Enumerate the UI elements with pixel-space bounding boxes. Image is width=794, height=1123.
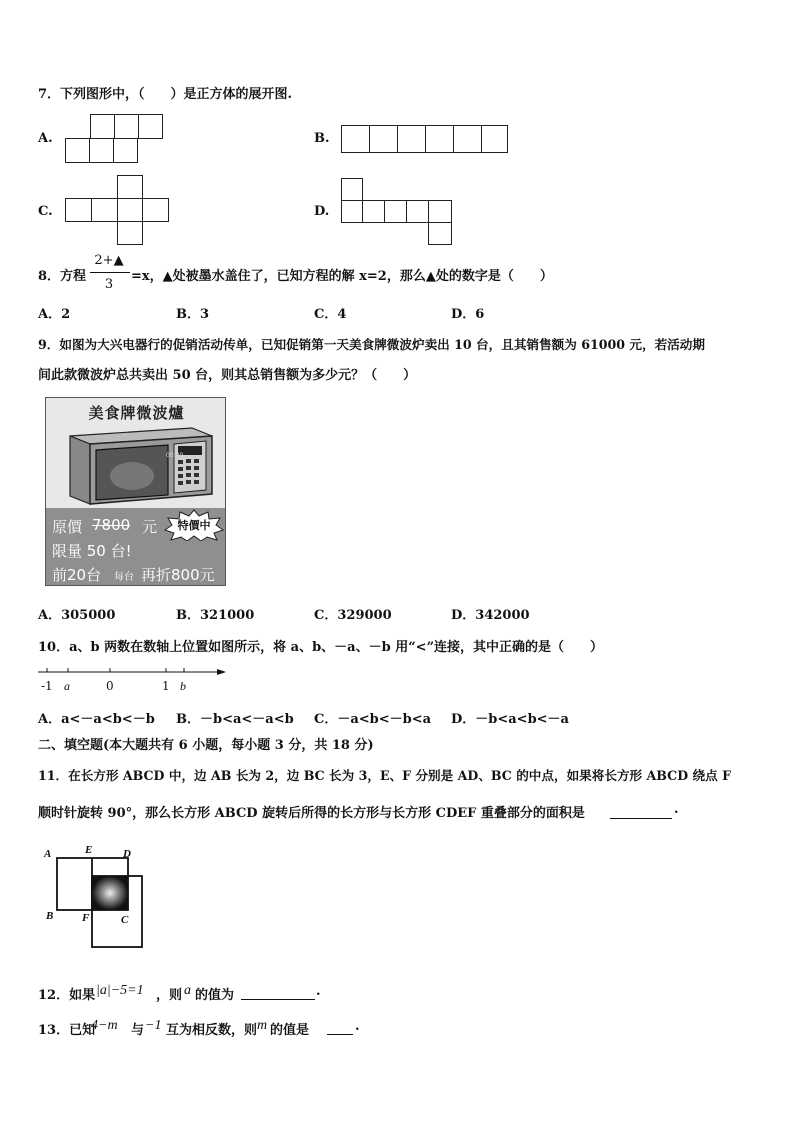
label-A: A [44, 848, 52, 860]
q13-expr2: −1 [145, 1018, 162, 1033]
q13-prefix: 13．已知 [38, 1023, 96, 1038]
number-line [36, 664, 228, 678]
q11-line1: 11．在长方形 ABCD 中，边 AB 长为 2，边 BC 长为 3，E、F 分别是 AD、BC 的中点，如果将长方形 ABCD 绕点 F [38, 768, 732, 783]
q8-option-a: A．2 [38, 307, 71, 322]
q7-stem: 7．下列图形中，（ ）是正方体的展开图. [38, 87, 293, 102]
q9-option-a: A．305000 [38, 608, 116, 623]
q8-denominator: 3 [104, 277, 114, 292]
q10-stem: 10．a、b 两数在数轴上位置如图所示，将 a、b、－a、－b 用“<”连接，其中正确的是（ ） [38, 640, 604, 655]
q11-answer-blank [610, 802, 672, 819]
q13-middle2: 互为相反数，则 [166, 1023, 258, 1038]
q8-numerator: 2+▲ [94, 253, 124, 268]
q13-middle1: 与 [131, 1023, 145, 1038]
q8-option-d: D．6 [451, 307, 485, 322]
flyer-orig-price: 7800 [92, 516, 131, 534]
label-D: D [123, 848, 131, 860]
q13-answer-blank [327, 1018, 353, 1035]
q12-var: a [184, 983, 191, 998]
q8-prefix: 8．方程 [38, 269, 87, 284]
q7-option-d-label: D. [314, 204, 330, 219]
q7-option-c-label: C. [38, 204, 53, 219]
q11-line2-end: . [674, 802, 679, 817]
q8-fraction-bar [90, 272, 130, 273]
label-B: B [46, 910, 54, 922]
flyer-front: 前20台 [52, 566, 102, 584]
label-F: F [82, 912, 90, 924]
flyer-yuan: 元 [142, 518, 158, 536]
q7-option-b-label: B. [314, 131, 330, 146]
flyer-each: 每台 [114, 572, 134, 583]
axis-label-neg1: -1 [41, 679, 53, 693]
q8-suffix: =x，▲处被墨水盖住了，已知方程的解 x=2，那么▲处的数字是（ ） [131, 269, 553, 284]
q9-option-d: D．342000 [451, 608, 530, 623]
q12-middle: ，则 [156, 988, 183, 1003]
flyer-orig-label: 原價 [52, 518, 83, 536]
axis-label-1: 1 [162, 679, 170, 693]
q12-answer-blank [241, 983, 315, 1000]
q11-line2: 顺时针旋转 90°，那么长方形 ABCD 旋转后所得的长方形与长方形 CDEF 重叠部分的面积是 [38, 806, 585, 821]
q9-flyer [45, 397, 226, 586]
q10-option-a: A．a<－a<b<－b [38, 712, 155, 727]
q13-expr1: 4−m [91, 1018, 118, 1033]
q9-option-c: C．329000 [314, 608, 392, 623]
q10-option-c: C．－a<b<－b<a [314, 712, 432, 727]
microwave-icon [64, 422, 214, 512]
q12-suffix: 的值为 [195, 988, 235, 1003]
flyer-limit: 限量 50 台! [52, 542, 132, 560]
axis-label-b: b [180, 679, 186, 693]
q10-option-b: B．－b<a<－a<b [176, 712, 294, 727]
flyer-title: 美食牌微波爐 [88, 404, 185, 422]
q8-option-b: B．3 [176, 307, 210, 322]
q11-figure [40, 842, 160, 954]
label-C: C [121, 914, 129, 926]
microwave-display: 00:00 [166, 452, 184, 459]
q7-option-a-label: A. [38, 131, 53, 146]
q12-expression: |a|−5=1 [96, 983, 144, 998]
axis-label-0: 0 [106, 679, 114, 693]
q12-end: . [316, 984, 321, 999]
section-2-heading: 二、填空题(本大题共有 6 小题，每小题 3 分，共 18 分) [38, 738, 374, 753]
q13-var: m [257, 1018, 268, 1033]
q8-option-c: C．4 [314, 307, 347, 322]
flyer-discount: 再折800元 [141, 566, 215, 584]
q13-suffix: 的值是 [270, 1023, 310, 1038]
q13-end: . [355, 1019, 360, 1034]
q12-prefix: 12．如果 [38, 988, 96, 1003]
q9-line2: 间此款微波炉总共卖出 50 台，则其总销售额为多少元？（ ） [38, 368, 417, 383]
label-E: E [85, 844, 93, 856]
flyer-badge: 特價中 [177, 519, 211, 532]
q9-line1: 9．如图为大兴电器行的促销活动传单，已知促销第一天美食牌微波炉卖出 10 台，且其销售额为 61000 元，若活动期 [38, 337, 705, 352]
axis-label-a: a [64, 679, 70, 693]
q10-option-d: D．－b<a<b<－a [451, 712, 569, 727]
q9-option-b: B．321000 [176, 608, 255, 623]
